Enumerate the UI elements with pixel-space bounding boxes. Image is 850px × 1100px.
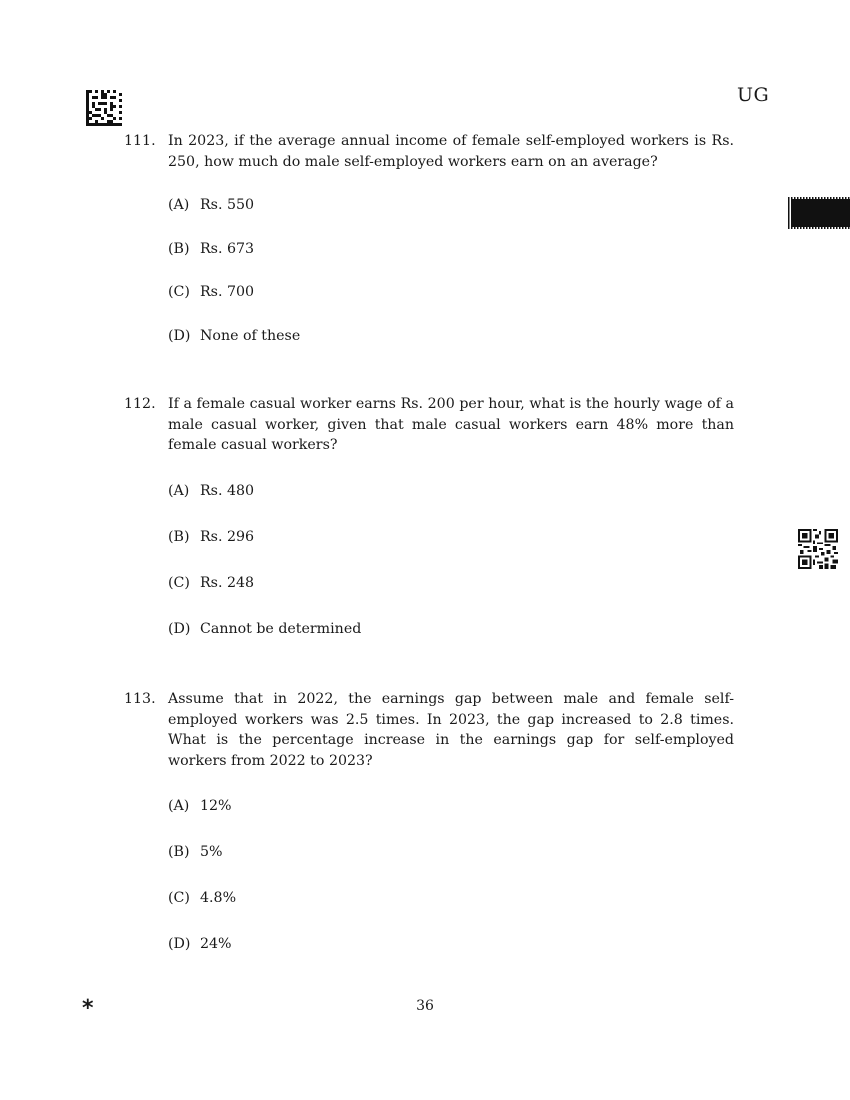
option-text: None of these <box>200 327 301 344</box>
question-text: If a female casual worker earns Rs. 200 per hour, what is the hourly wage of a male casual worker, given that male casual workers earn 48% more than female casual workers? <box>168 396 734 453</box>
question-text: Assume that in 2022, the earnings gap between male and female self-employed workers was 2.5 times. In 2023, the gap increased to 2.8 times. What is the percentage increase in the earnings gap for self-employed workers from 2022 to 2023? <box>168 691 734 769</box>
option-label: (A) <box>168 482 190 499</box>
option-text: Rs. 700 <box>200 284 255 300</box>
option-label: (A) <box>168 798 190 814</box>
option-label: (C) <box>168 890 190 906</box>
option-text: 5% <box>200 844 223 860</box>
option-text: Cannot be determined <box>200 620 362 637</box>
footer-star-mark: * <box>82 996 94 1021</box>
option-label: (C) <box>168 284 190 300</box>
option-text: Rs. 296 <box>200 528 255 545</box>
qr-code-icon <box>798 529 838 569</box>
options-list <box>168 481 734 640</box>
option-text: Rs. 673 <box>200 240 255 257</box>
question-number: 113. <box>124 691 156 707</box>
option-a <box>168 195 734 216</box>
question-number: 112. <box>124 396 156 412</box>
question-111 <box>124 131 734 346</box>
option-b <box>168 527 734 548</box>
option-d <box>168 934 734 955</box>
black-side-tab-icon <box>788 197 850 229</box>
option-text: Rs. 480 <box>200 482 255 499</box>
option-c <box>168 282 734 303</box>
option-d <box>168 326 734 347</box>
option-d <box>168 619 734 640</box>
option-label: (D) <box>168 327 191 344</box>
option-b <box>168 842 734 863</box>
datamatrix-code-icon <box>86 90 122 126</box>
question-113 <box>124 689 734 955</box>
question-112 <box>124 394 734 639</box>
option-label: (D) <box>168 620 191 637</box>
page-code: UG <box>737 84 770 106</box>
option-text: 12% <box>200 798 232 814</box>
option-label: (D) <box>168 936 191 952</box>
option-c <box>168 573 734 594</box>
option-label: (B) <box>168 240 190 257</box>
option-label: (C) <box>168 574 190 591</box>
option-text: 24% <box>200 936 232 952</box>
question-number: 111. <box>124 133 156 149</box>
option-b <box>168 239 734 260</box>
option-text: 4.8% <box>200 890 237 906</box>
option-text: Rs. 550 <box>200 197 255 213</box>
option-label: (A) <box>168 197 190 213</box>
option-a <box>168 481 734 502</box>
options-list <box>168 796 734 955</box>
options-list <box>168 195 734 346</box>
option-label: (B) <box>168 844 190 860</box>
option-label: (B) <box>168 528 190 545</box>
option-c <box>168 888 734 909</box>
option-text: Rs. 248 <box>200 574 255 591</box>
question-text: In 2023, if the average annual income of female self-employed workers is Rs. 250, how much do male self-employed workers earn on an average? <box>168 133 734 170</box>
option-a <box>168 796 734 817</box>
page-number: 36 <box>416 998 434 1014</box>
